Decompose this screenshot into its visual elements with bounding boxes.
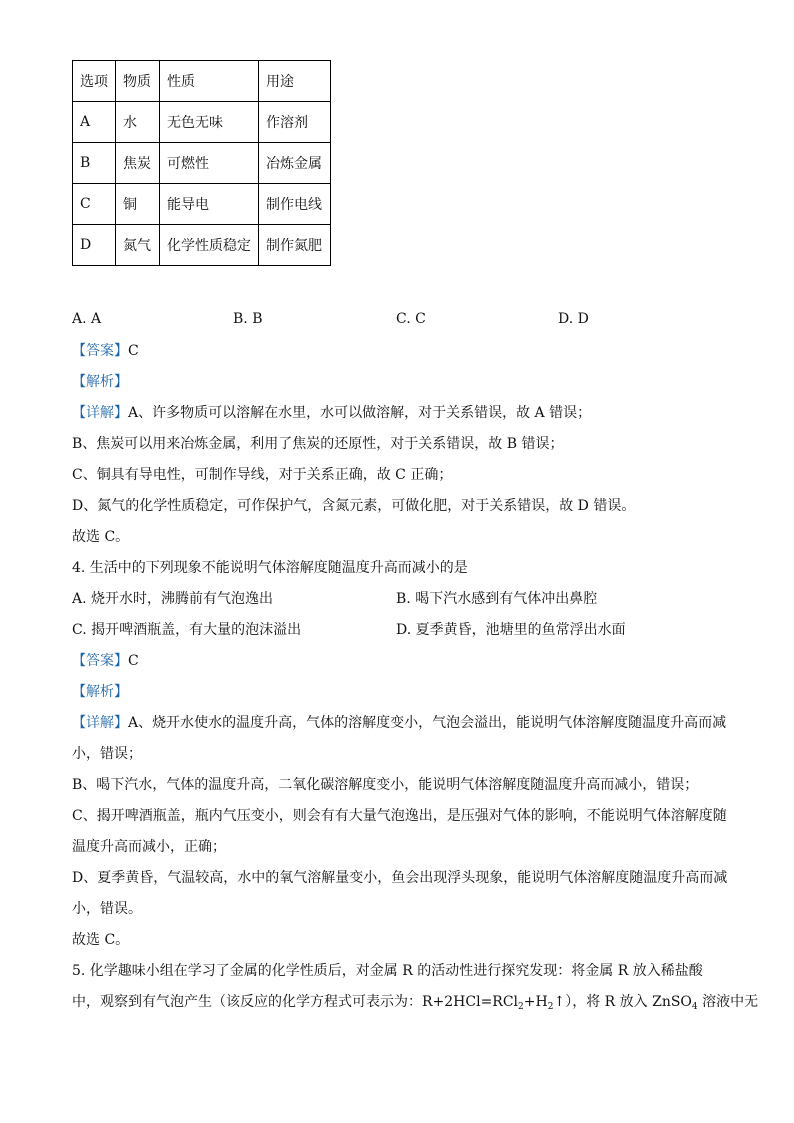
table-cell: C (73, 184, 116, 225)
q3-answer (72, 341, 139, 361)
table-cell: 水 (116, 102, 160, 143)
q4-option-b: B. 喝下汽水感到有气体冲出鼻腔 (396, 591, 598, 607)
table-cell: 焦炭 (116, 143, 160, 184)
q3-analysis-heading (72, 372, 128, 392)
table-cell: 铜 (116, 184, 160, 225)
q4-analysis-heading (72, 682, 128, 702)
table-header-cell: 选项 (73, 61, 116, 102)
table-header-row (73, 61, 331, 102)
table-cell: B (73, 143, 116, 184)
table-cell: 制作电线 (259, 184, 331, 225)
detail-tag: 【详解】 (72, 405, 128, 421)
table-row (73, 225, 331, 266)
q4-detail-line (72, 713, 726, 733)
q4-option-a: A. 烧开水时，沸腾前有气泡逸出 (72, 591, 274, 607)
q5-text: 溶液中无 (697, 994, 759, 1010)
answer-tag: 【答案】 (72, 653, 128, 669)
q3-detail-line (72, 403, 591, 423)
table-cell: D (73, 225, 116, 266)
table-cell: 能导电 (160, 184, 259, 225)
q5-stem-line: 5. 化学趣味小组在学习了金属的化学性质后，对金属 R 的活动性进行探究发现：将金属 R 放入稀盐酸 (72, 963, 703, 979)
table-header-cell: 物质 (116, 61, 160, 102)
table-row (73, 102, 331, 143)
table-header-cell: 性质 (160, 61, 259, 102)
q3-option-d: D. D (558, 311, 589, 327)
detail-tag: 【详解】 (72, 715, 128, 731)
answer-value: C (128, 343, 139, 359)
detail-text: A、许多物质可以溶解在水里，水可以做溶解，对于关系错误，故 A 错误； (128, 405, 592, 421)
answer-value: C (128, 653, 139, 669)
table-cell: 氮气 (116, 225, 160, 266)
table-cell: 冶炼金属 (259, 143, 331, 184)
q3-option-b: B. B (233, 311, 263, 327)
analysis-tag: 【解析】 (72, 684, 128, 700)
q4-answer (72, 651, 139, 671)
subscript: 2 (518, 1002, 524, 1012)
q4-stem: 4. 生活中的下列现象不能说明气体溶解度随温度升高而减小的是 (72, 560, 468, 576)
q5-text: +H (523, 994, 548, 1010)
table-cell: 化学性质稳定 (160, 225, 259, 266)
answer-tag: 【答案】 (72, 343, 128, 359)
detail-text: A、烧开水使水的温度升高，气体的溶解度变小，气泡会溢出，能说明气体溶解度随温度升高而减 (128, 715, 727, 731)
q4-option-d: D. 夏季黄昏，池塘里的鱼常浮出水面 (396, 622, 626, 638)
q4-option-c: C. 揭开啤酒瓶盖，有大量的泡沫溢出 (72, 622, 302, 638)
q5-stem-line (72, 992, 758, 1017)
q3-option-a: A. A (72, 311, 102, 327)
table-cell: 可燃性 (160, 143, 259, 184)
table-header-cell: 用途 (259, 61, 331, 102)
q4-detail-line: D、夏季黄昏，气温较高，水中的氧气溶解量变小，鱼会出现浮头现象，能说明气体溶解度随温度升高而减 (72, 870, 728, 886)
q3-detail-line: C、铜具有导电性，可制作导线，对于关系正确，故 C 正确； (72, 467, 453, 483)
q4-detail-line: 小，错误。 (72, 901, 142, 917)
subscript: 2 (547, 1002, 554, 1012)
q3-detail-line: D、氮气的化学性质稳定，可作保护气，含氮元素，可做化肥，对于关系错误，故 D 错误。 (72, 498, 636, 514)
property-usage-table (72, 60, 331, 266)
table-cell: A (73, 102, 116, 143)
table-cell: 无色无味 (160, 102, 259, 143)
subscript: 4 (691, 1002, 698, 1012)
q3-detail-line: B、焦炭可以用来冶炼金属，利用了焦炭的还原性，对于关系错误，故 B 错误； (72, 436, 564, 452)
table-row (73, 143, 331, 184)
q5-text: 中，观察到有气泡产生（该反应的化学方程式可表示为：R+2HCl=RCl (72, 994, 519, 1010)
analysis-tag: 【解析】 (72, 374, 128, 390)
q4-detail-line: 温度升高而减小，正确； (72, 839, 226, 855)
q4-detail-line: C、揭开啤酒瓶盖，瓶内气压变小，则会有有大量气泡逸出，是压强对气体的影响，不能说明气体溶解度随 (72, 808, 727, 824)
q4-detail-line: B、喝下汽水，气体的温度升高，二氧化碳溶解度变小，能说明气体溶解度随温度升高而减小，错误； (72, 777, 699, 793)
q3-conclusion: 故选 C。 (72, 529, 130, 545)
q4-conclusion: 故选 C。 (72, 932, 130, 948)
table-row (73, 184, 331, 225)
q4-detail-line: 小，错误； (72, 746, 142, 762)
table-cell: 作溶剂 (259, 102, 331, 143)
q5-text: ↑），将 R 放入 ZnSO (553, 994, 692, 1010)
q3-option-c: C. C (396, 311, 426, 327)
table-cell: 制作氮肥 (259, 225, 331, 266)
